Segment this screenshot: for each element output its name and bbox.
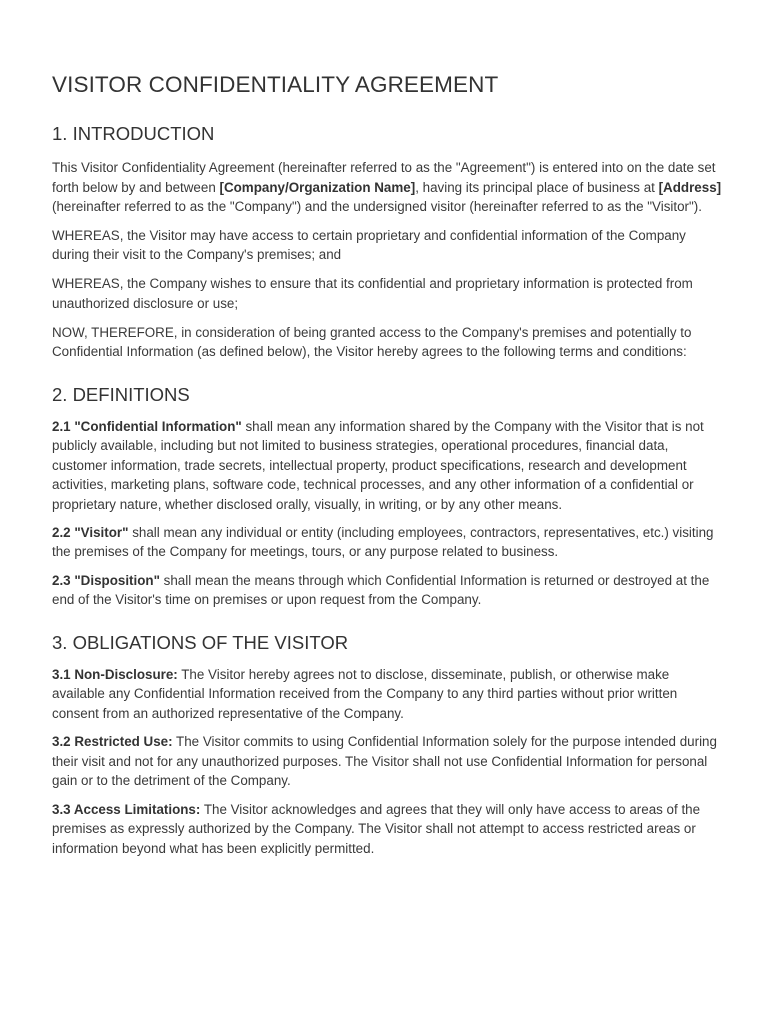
- definition-term: 2.2 "Visitor": [52, 524, 129, 540]
- whereas-paragraph-2: WHEREAS, the Company wishes to ensure that its confidential and proprietary information is protected from unauthorized disclosure or use;: [52, 276, 693, 311]
- obligation-access-limitations: 3.3 Access Limitations: The Visitor acknowledges and agrees that they will only have access to areas of the premises as expressly authorized by the Company. The Visitor shall not attempt to access restricted areas or information beyond what has been explicitly permitted.: [52, 801, 701, 856]
- obligation-term: 3.2 Restricted Use:: [52, 734, 173, 749]
- document-page: [52, 70, 722, 858]
- now-therefore-paragraph: NOW, THEREFORE, in consideration of being granted access to the Company's premises and potentially to Confidential Information (as defined below), the Visitor hereby agrees to the following terms and conditions:: [52, 324, 692, 359]
- definition-term: 2.1 "Confidential Information": [52, 418, 242, 434]
- intro-paragraph: This Visitor Confidentiality Agreement (hereinafter referred to as the "Agreement") is entered into on the date set forth below by and between [Company/Organization Name], having its principal place of business at [Address] (hereinafter referred to as the "Company") and the undersigned visitor (hereinafter referred to as the "Visitor").: [52, 160, 722, 214]
- definition-disposition: 2.3 "Disposition" shall mean the means through which Confidential Information is returned or destroyed at the end of the Visitor's time on premises or upon request from the Company.: [52, 572, 710, 607]
- definition-term: 2.3 "Disposition": [52, 572, 160, 588]
- obligation-term: 3.1 Non-Disclosure:: [52, 666, 178, 682]
- address-placeholder: [Address]: [658, 179, 722, 195]
- section-heading-introduction: 1. INTRODUCTION: [52, 123, 215, 144]
- definition-confidential-information: 2.1 "Confidential Information" shall mean any information shared by the Company with the Visitor that is not publicly available, including but not limited to business strategies, operational procedures, financial data, customer information, trade secrets, intellectual property, product specifications, research and development activities, marketing plans, software code, technical processes, and any other information of a confidential or proprietary nature, whether disclosed orally, visually, in writing, or by any other means.: [52, 418, 704, 512]
- section-heading-definitions: 2. DEFINITIONS: [52, 383, 190, 405]
- obligation-non-disclosure: 3.1 Non-Disclosure: The Visitor hereby agrees not to disclose, disseminate, publish, or otherwise make available any Confidential Information received from the Company to any third parties without prior written consent from an authorized representative of the Company.: [52, 666, 678, 721]
- document-title: VISITOR CONFIDENTIALITY AGREEMENT: [52, 72, 499, 97]
- obligation-term: 3.3 Access Limitations:: [52, 801, 201, 817]
- obligation-restricted-use: 3.2 Restricted Use: The Visitor commits to using Confidential Information solely for the purpose intended during their visit and not for any unauthorized purposes. The Visitor shall not use Confidential Information for personal gain or to the detriment of the Company.: [52, 734, 717, 788]
- company-placeholder: [Company/Organization Name]: [219, 179, 416, 195]
- whereas-paragraph-1: WHEREAS, the Visitor may have access to certain proprietary and confidential information of the Company during their visit to the Company's premises; and: [52, 227, 686, 262]
- section-heading-obligations: 3. OBLIGATIONS OF THE VISITOR: [52, 631, 349, 653]
- definition-visitor: 2.2 "Visitor" shall mean any individual or entity (including employees, contractors, representatives, etc.) visiting the premises of the Company for meetings, tours, or any purpose related to business.: [52, 524, 714, 559]
